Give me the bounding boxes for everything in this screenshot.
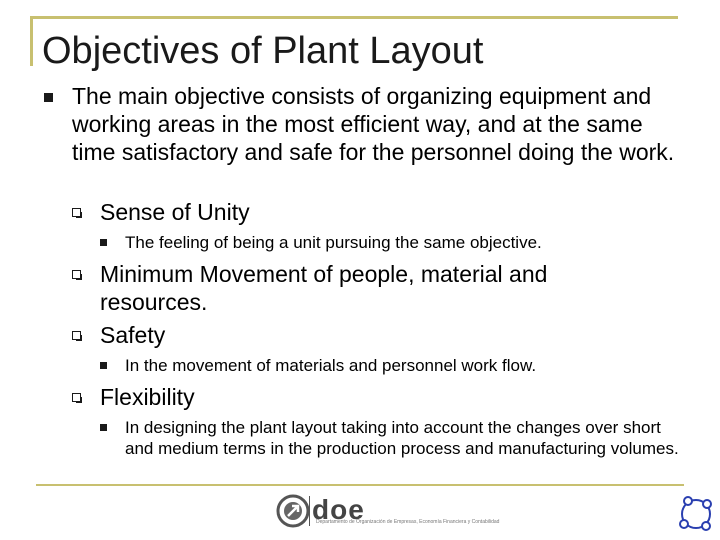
corner-ring-icon	[674, 494, 716, 534]
bullet-checkbox-icon	[72, 208, 81, 217]
bullet-square-icon	[44, 93, 53, 102]
logo-subtitle: Departamento de Organización de Empresas, Economía Financiera y Contabilidad	[316, 519, 500, 525]
bullet-checkbox-icon	[72, 270, 81, 279]
slide-title: Objectives of Plant Layout	[42, 30, 484, 72]
bullet-square-icon	[100, 239, 107, 246]
logo-text: doe	[312, 494, 365, 525]
frame-top-line	[30, 16, 678, 19]
bullet-flexibility: Flexibility	[100, 384, 195, 410]
bullet-flexibility-detail: In designing the plant layout taking into account the changes over short and medium terms in the production process and manufacturing volumes.	[125, 418, 679, 458]
footer-logo	[276, 494, 526, 530]
footer-rule	[36, 484, 684, 486]
bullet-main-objective: The main objective consists of organizing equipment and working areas in the most efficient way, and at the same time satisfactory and safe for the personnel doing the work.	[72, 83, 675, 165]
bullet-minimum-movement: Minimum Movement of people, material and resources.	[100, 261, 548, 315]
logo-emblem-icon	[276, 494, 310, 528]
bullet-checkbox-icon	[72, 331, 81, 340]
logo-divider	[309, 496, 310, 526]
bullet-safety: Safety	[100, 322, 166, 348]
bullet-sense-of-unity: Sense of Unity	[100, 199, 250, 225]
bullet-square-icon	[100, 424, 107, 431]
bullet-square-icon	[100, 362, 107, 369]
bullet-safety-detail: In the movement of materials and personnel work flow.	[125, 356, 537, 375]
bullet-unity-detail: The feeling of being a unit pursuing the same objective.	[125, 233, 542, 252]
frame-left-line	[30, 16, 33, 66]
bullet-checkbox-icon	[72, 393, 81, 402]
